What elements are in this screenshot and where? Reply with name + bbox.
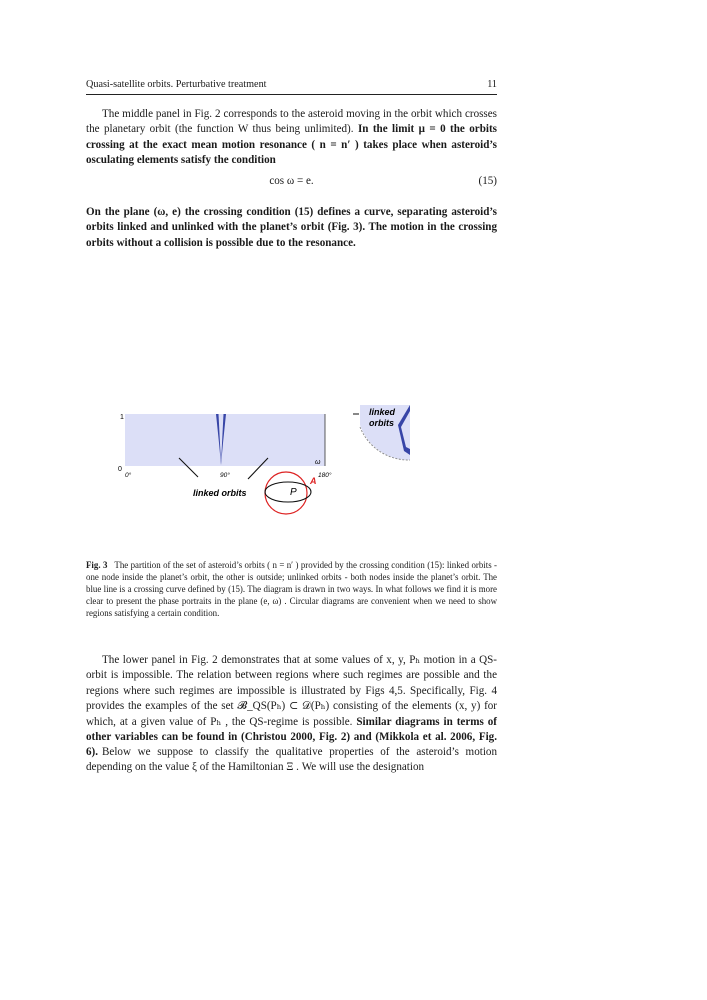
tick-90-deg: 90°: [220, 472, 230, 479]
paragraph-3-text: The lower panel in Fig. 2 demonstrates that at some values of x, y, Pₕ motion in a QS-orbit is impossible. The relation between regions where such regimes are possible and the regions where such regimes are impossible is illustrated by Figs 4,5. Specifically, Fig. 4 provides the examples of the set 𝓑_QS(Pₕ) ⊂ 𝒟(Pₕ) consisting of the elements (x, y) for which, at a given value of Pₕ , the QS-regime is possible.: [86, 654, 497, 728]
unlinked-label-1: linked: [369, 407, 396, 417]
paragraph-4: Below we suppose to classify the qualitative properties of the asteroid’s motion depending on the value ξ of the Hamiltonian Ξ . We will use the designation: [86, 746, 497, 774]
tick-180-deg: 180°: [318, 472, 332, 479]
running-title: Quasi-satellite orbits. Perturbative treatment: [86, 79, 267, 90]
paragraph-1: [86, 107, 497, 169]
tick-origin: 0: [118, 466, 122, 473]
paragraph-3-bold: Similar diagrams in terms of other variables can be found in (Christou 2000, Fig. 2) and (Mikkola et al. 2006, Fig. 6).: [86, 715, 497, 759]
paragraph-1-bold: In the limit μ = 0 the orbits crossing at the exact mean motion resonance ( n = n′ ) takes place when asteroid’s osculating elements satisfy the condition: [86, 123, 497, 167]
paragraph-1-text: The middle panel in Fig. 2 corresponds to the asteroid moving in the orbit which crosses the planetary orbit (the function W thus being unlimited).: [86, 108, 497, 136]
unlinked-label-2: orbits: [369, 418, 395, 428]
omega-axis-label: ω: [315, 459, 321, 466]
figure-3: [110, 405, 420, 520]
header-rule: [86, 94, 497, 95]
equation-number: (15): [478, 175, 497, 187]
planet-label: P: [290, 487, 297, 498]
paragraph-2: On the plane (ω, e) the crossing condition (15) defines a curve, separating asteroid’s orbits linked and unlinked with the planet’s orbit (Fig. 3). The motion in the crossing orbits without a collision is possible due to the resonance.: [86, 206, 497, 249]
asteroid-label: A: [310, 476, 317, 486]
caption-text: The partition of the set of asteroid’s orbits ( n = n′ ) provided by the crossing condition (15): linked orbits - one node inside the planet’s orbit, the other is outside; unlinked orbits - both nodes inside the planet’s orbit. The blue line is a crossing curve defined by (15). The diagram is drawn in two ways. In what follows we find it is more clear to present the phase portraits in the plane (e, ω) . Circular diagrams are convenient when we need to show regions satisfying a certain condition.: [86, 560, 498, 618]
equation-15: [86, 175, 497, 191]
linked-orbits-label: linked orbits: [193, 488, 247, 498]
planet-orbit-circle: [265, 472, 307, 514]
page-number: 11: [487, 79, 497, 90]
equation-body: cos ω = e.: [269, 175, 314, 187]
caption-label: Fig. 3: [86, 560, 108, 570]
running-header: [86, 79, 497, 90]
e-tick-label: 1: [120, 414, 124, 421]
asteroid-orbit-ellipse: [265, 482, 311, 502]
tick-0-deg: 0°: [125, 472, 132, 479]
figure-caption: [86, 559, 497, 619]
